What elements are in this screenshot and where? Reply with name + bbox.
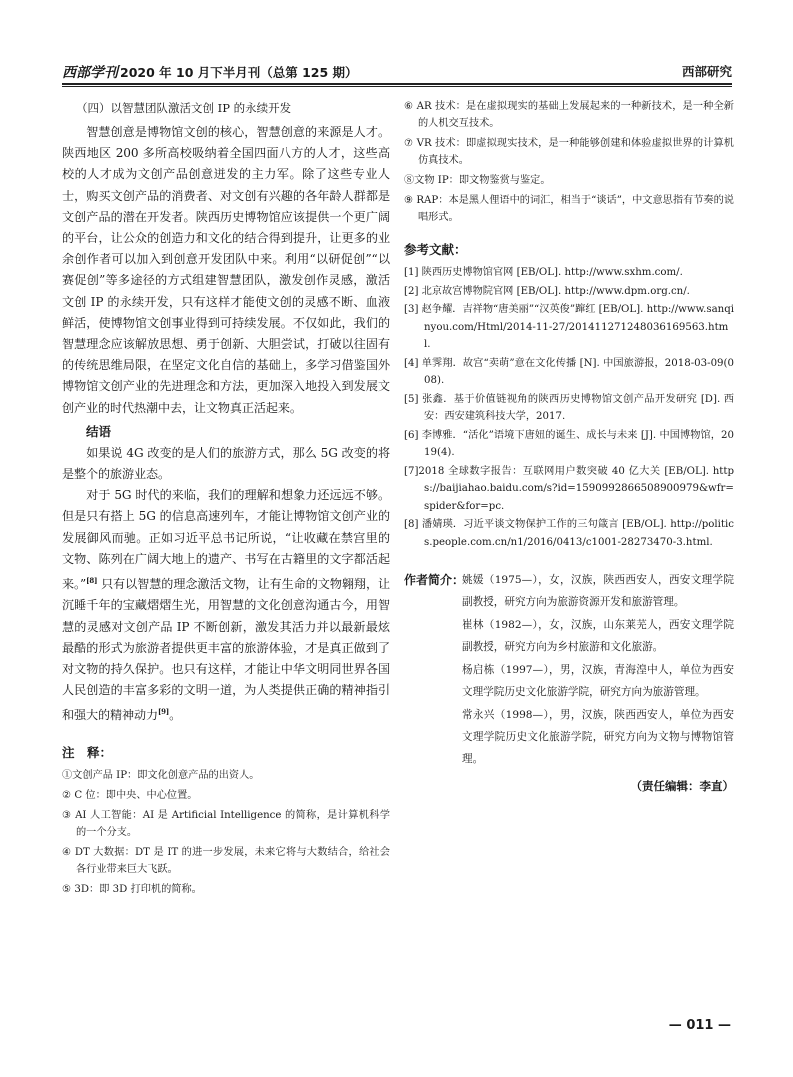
- journal-issue-line: [62, 62, 358, 82]
- note-item: ⑧文物 IP：即文物鉴赏与鉴定。: [404, 175, 551, 186]
- reference-item: [3] 赵争耀．吉祥物“唐美丽”“汉英俊”蹿红 [EB/OL]. http://www.sanqinyou.com/Html/2014-11-27/201411271248036169563.html.: [404, 304, 734, 350]
- author-bio: 姚媛（1975—），女，汉族，陕西西安人，西安文理学院副教授，研究方向为旅游资源开发和旅游管理。: [462, 574, 734, 608]
- page-number: — 011 —: [668, 1018, 731, 1033]
- reference-item: [1] 陕西历史博物馆官网 [EB/OL]. http://www.sxhm.com/.: [404, 267, 683, 278]
- reference-item: [2] 北京故宫博物院官网 [EB/OL]. http://www.dpm.org.cn/.: [404, 285, 690, 297]
- note-item: ⑦ VR 技术：即虚拟现实技术，是一种能够创建和体验虚拟世界的计算机仿真技术。: [404, 138, 734, 166]
- note-item: ④ DT 大数据：DT 是 IT 的进一步发展，未来它将与大数结合，给社会各行业带来巨大飞跃。: [62, 846, 390, 875]
- header-rule-thin: [62, 86, 732, 87]
- note-item: ⑤ 3D：即 3D 打印机的简称。: [62, 883, 202, 895]
- right-column: [404, 98, 734, 794]
- reference-item: [8] 潘婧瑛．习近平谈文物保护工作的三句箴言 [EB/OL]. http://politics.people.com.cn/n1/2016/0413/c1001-28273470-3.html.: [404, 519, 734, 548]
- author-bios-label: 作者简介：: [404, 573, 465, 587]
- header-rule-thick: [62, 83, 732, 85]
- conclusion-heading: 结语: [86, 423, 112, 439]
- left-column: [62, 98, 390, 901]
- reference-item: [6] 李博雅．“活化”语境下唐妞的诞生、成长与未来 [J]. 中国博物馆，2019(4).: [404, 429, 734, 458]
- note-item: ⑥ AR 技术：是在虚拟现实的基础上发展起来的一种新技术，是一种全新的人机交互技术。: [404, 101, 734, 129]
- para3-text-c: 。: [169, 708, 182, 723]
- citation-9: [9]: [157, 707, 170, 717]
- citation-8: [8]: [86, 576, 98, 586]
- author-bio: 常永兴（1998—），男，汉族，陕西西安人，单位为西安文理学院历史文化旅游学院，研究方向为文物与博物馆管理。: [462, 709, 734, 765]
- body-paragraph-2: 如果说 4G 改变的是人们的旅游方式，那么 5G 改变的将是整个的旅游业态。: [62, 445, 390, 482]
- journal-logo: 西部学刊: [62, 65, 118, 81]
- note-item: ② C 位：即中央、中心位置。: [62, 789, 198, 801]
- body-paragraph-3: [62, 485, 390, 726]
- responsible-editor: （责任编辑：李直）: [630, 779, 734, 793]
- note-item: ⑨ RAP：本是黑人俚语中的词汇，相当于“谈话”，中文意思指有节奏的说唱形式。: [404, 195, 734, 223]
- references-title: 参考文献：: [404, 242, 467, 257]
- reference-item: [5] 张鑫．基于价值链视角的陕西历史博物馆文创产品开发研究 [D]. 西安：西安建筑科技大学，2017.: [404, 393, 734, 422]
- author-bio: 杨启栋（1997—），男，汉族，青海湟中人，单位为西安文理学院历史文化旅游学院，研究方向为旅游管理。: [462, 664, 734, 698]
- section-name: 西部研究: [681, 64, 732, 79]
- reference-item: [4] 单霁翔．故宫“卖萌”意在文化传播 [N]. 中国旅游报，2018-03-09(008).: [404, 357, 734, 386]
- body-paragraph-1: 智慧创意是博物馆文创的核心，智慧创意的来源是人才。陕西地区 200 多所高校吸纳着全国四面八方的人才，这些高校的人才成为文创产品创意迸发的主力军。除了这些专业人士，购买文创产品的消费者、对文创有兴趣的各年龄人群都是文创产品的潜在开发者。陕西历史博物馆应该提供一个更广阔的平台，让公众的创造力和文化的结合得到提升，让更多的业余创作者可以加入到创意开发团队中来。利用“以研促创”“以赛促创”等多途径的方式组建智慧团队，激发创作灵感，激活文创 IP 的永续开发，只有这样才能使文创的灵感不断、血液鲜活，使博物馆文创事业得到可持续发展。不仅如此，我们的智慧理念应该解放思想、勇于创新、大胆尝试，打破以往固有的传统思维局限，在坚定文化自信的基础上，多学习借鉴国外博物馆文创产业的先进理念和方法，更加深入地投入到发展文创产业的时代热潮中去，让文物真正活起来。: [62, 125, 390, 415]
- note-item: ③ AI 人工智能：AI 是 Artificial Intelligence 的简称，是计算机科学的一个分支。: [62, 809, 390, 838]
- author-bios: [404, 569, 734, 770]
- reference-item: [7]2018 全球数字报告：互联网用户数突破 40 亿大关 [EB/OL]. https://baijiahao.baidu.com/s?id=1590992866508900979&wfr=spider&for=pc.: [404, 465, 734, 512]
- notes-title: 注 释：: [62, 744, 113, 760]
- note-item: ①文创产品 IP：即文化创意产品的出资人。: [62, 769, 260, 781]
- para3-text-a: 对于 5G 时代的来临，我们的理解和想象力还远远不够。但是只有搭上 5G 的信息高速列车，才能让博物馆文创产业的发展御风而驰。正如习近平总书记所说，“让收藏在禁宫里的文物、陈列在广阔大地上的遗产、书写在古籍里的文字都活起来。”: [62, 488, 390, 592]
- issue-text: 2020 年 10 月下半月刊（总第 125 期）: [120, 65, 358, 80]
- section-subheading: （四）以智慧团队激活文创 IP 的永续开发: [76, 101, 292, 115]
- running-header: [62, 60, 732, 82]
- author-bio: 崔林（1982—），女，汉族，山东莱芜人，西安文理学院副教授，研究方向为乡村旅游和文化旅游。: [462, 619, 734, 653]
- para3-text-b: 只有以智慧的理念激活文物，让有生命的文物翱翔，让沉睡千年的宝藏熠熠生光，用智慧的文化创意沟通古今，用智慧的灵感对文创产品 IP 不断创新，激发其活力并以最新最炫最酷的形式为旅游者提供更丰富的旅游体验，才是真正做到了对文物的持久保护。也只有这样，才能让中华文明同世界各国人民创造的丰富多彩的文明一道，为人类提供正确的精神指引和强大的精神动力: [62, 577, 390, 723]
